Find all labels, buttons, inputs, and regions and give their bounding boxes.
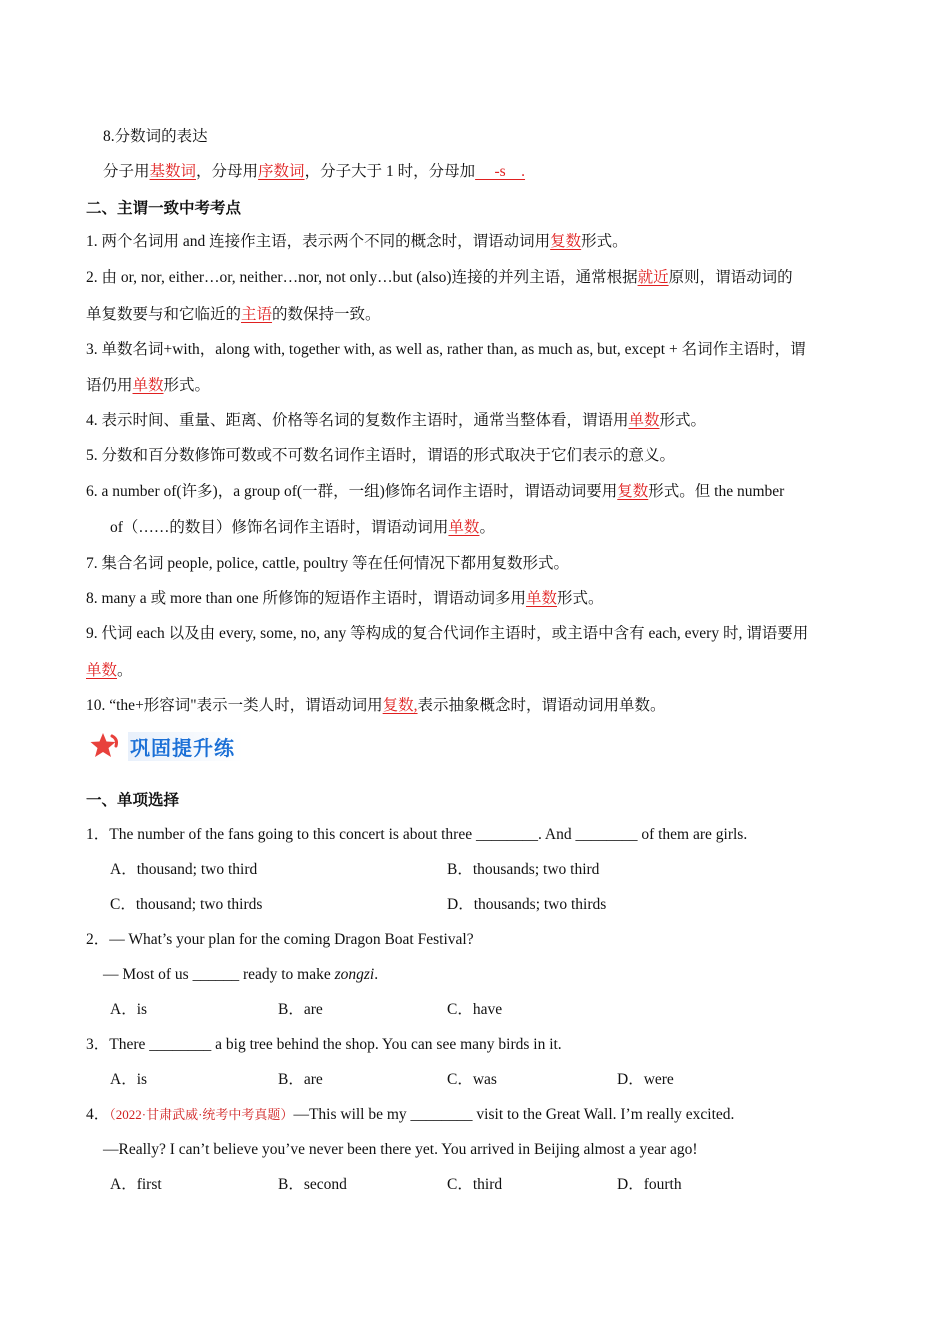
rule-text: 6. a number of(许多)，a group of(一群，一组)修饰名词作主语时，谓语动词要用 bbox=[86, 483, 618, 500]
fraction-answer-1: 基数词 bbox=[149, 163, 197, 180]
question-1-stem: 1．The number of the fans going to this concert is about three ________. And ________ of them are girls. bbox=[86, 826, 748, 843]
practice-banner bbox=[88, 730, 258, 762]
q2-option-c[interactable]: C．have bbox=[447, 1001, 503, 1018]
fraction-answer-3: -s . bbox=[475, 163, 526, 180]
fraction-text-3: ，分子大于 1 时，分母加 bbox=[304, 163, 476, 180]
q3-option-d[interactable]: D．were bbox=[617, 1071, 674, 1088]
question-4-stem bbox=[86, 1105, 864, 1125]
rule-text: 。 bbox=[117, 662, 133, 679]
rule-item bbox=[86, 661, 864, 681]
reply-text: . bbox=[374, 966, 379, 983]
rule-answer: 单数 bbox=[132, 377, 164, 394]
rule-text: 9. 代词 each 以及由 every, some, no, any 等构成的复合代词作主语时，或主语中含有 each, every 时, 谓语要用 bbox=[86, 625, 809, 642]
q1-option-d[interactable]: D．thousands; two thirds bbox=[447, 896, 607, 913]
rule-text: 10. “the+形容词"表示一类人时，谓语动词用 bbox=[86, 697, 383, 714]
rule-item bbox=[86, 624, 864, 644]
rule-text: 5. 分数和百分数修饰可数或不可数名词作主语时，谓语的形式取决于它们表示的意义。 bbox=[86, 447, 676, 464]
rule-text: 单复数要与和它临近的 bbox=[86, 306, 242, 323]
rule-text: 形式。 bbox=[581, 233, 628, 250]
fraction-rule bbox=[103, 162, 864, 182]
rule-answer: 就近 bbox=[637, 269, 669, 286]
rule-text: 8. many a 或 more than one 所修饰的短语作主语时，谓语动词多用 bbox=[86, 590, 526, 607]
rule-answer: 单数 bbox=[628, 412, 660, 429]
section2-heading: 二、主谓一致中考考点 bbox=[86, 200, 242, 217]
rule-text: 7. 集合名词 people, police, cattle, poultry 等在任何情况下都用复数形式。 bbox=[86, 555, 570, 572]
question-2-reply bbox=[103, 965, 864, 985]
rule-answer: 单数 bbox=[448, 519, 480, 536]
rule-item bbox=[86, 232, 864, 252]
rule-text: 形式。 bbox=[163, 377, 211, 394]
rule-text: 形式。 bbox=[659, 412, 707, 429]
reply-text: — Most of us ______ ready to make bbox=[103, 966, 335, 983]
rule-text: 形式。 bbox=[557, 590, 604, 607]
banner-title: 巩固提升练 bbox=[128, 732, 243, 761]
rule-item bbox=[86, 376, 864, 396]
question-3-stem: 3．There ________ a big tree behind the shop. You can see many birds in it. bbox=[86, 1036, 562, 1053]
rule-answer: 单数 bbox=[86, 662, 118, 679]
question-2-stem: 2．— What’s your plan for the coming Dragon Boat Festival? bbox=[86, 931, 474, 948]
q1-option-b[interactable]: B．thousands; two third bbox=[447, 861, 600, 878]
q3-option-a[interactable]: A．is bbox=[110, 1071, 148, 1088]
q1-option-c[interactable]: C．thousand; two thirds bbox=[110, 896, 263, 913]
rule-text: 4. 表示时间、重量、距离、价格等名词的复数作主语时，通常当整体看，谓语用 bbox=[86, 412, 629, 429]
q4-option-b[interactable]: B．second bbox=[278, 1176, 347, 1193]
rule-answer: 复数 bbox=[617, 483, 649, 500]
rule-text: 形式。但 the number bbox=[648, 483, 785, 500]
q4-option-c[interactable]: C．third bbox=[447, 1176, 503, 1193]
q2-option-a[interactable]: A．is bbox=[110, 1001, 148, 1018]
question-4-reply: —Really? I can’t believe you’ve never been there yet. You arrived in Beijing almost a year ago! bbox=[103, 1141, 698, 1158]
rule-answer: 复数 bbox=[550, 233, 582, 250]
rule-item bbox=[86, 340, 864, 360]
q4-option-a[interactable]: A．first bbox=[110, 1176, 162, 1193]
rule-text: 的数保持一致。 bbox=[272, 306, 381, 323]
q2-option-b[interactable]: B．are bbox=[278, 1001, 323, 1018]
rule-text: of（……的数目）修饰名词作主语时，谓语动词用 bbox=[110, 519, 449, 536]
q1-option-a[interactable]: A．thousand; two third bbox=[110, 861, 258, 878]
rule-text: 1. 两个名词用 and 连接作主语，表示两个不同的概念时，谓语动词用 bbox=[86, 233, 551, 250]
reply-emphasis: zongzi bbox=[334, 966, 375, 983]
rule-item bbox=[86, 554, 864, 574]
rule-item bbox=[86, 589, 864, 609]
rule-answer: 主语 bbox=[241, 306, 273, 323]
star-icon bbox=[90, 732, 120, 760]
rule-item bbox=[110, 518, 864, 538]
section3-heading: 一、单项选择 bbox=[86, 792, 180, 809]
fraction-heading: 8.分数词的表达 bbox=[103, 128, 208, 145]
question-number: 4． bbox=[86, 1106, 110, 1123]
rule-text: 原则，谓语动词的 bbox=[668, 269, 793, 286]
fraction-text-2: ，分母用 bbox=[196, 163, 259, 180]
rule-text: 2. 由 or, nor, either…or, neither…nor, not only…but (also)连接的并列主语，通常根据 bbox=[86, 269, 638, 286]
rule-answer: 复数, bbox=[382, 697, 418, 714]
rule-text: 3. 单数名词+with，along with, together with, as well as, rather than, as much as, but, except + 名词作主语时，谓 bbox=[86, 341, 806, 358]
rule-item bbox=[86, 305, 864, 325]
rule-item bbox=[86, 268, 864, 288]
fraction-text-1: 分子用 bbox=[103, 163, 150, 180]
rule-text: 表示抽象概念时，谓语动词用单数。 bbox=[417, 697, 666, 714]
q3-option-c[interactable]: C．was bbox=[447, 1071, 497, 1088]
rule-text: 语仍用 bbox=[86, 377, 133, 394]
rule-answer: 单数 bbox=[525, 590, 557, 607]
fraction-answer-2: 序数词 bbox=[258, 163, 305, 180]
source-citation: （2022·甘肃武威·统考中考真题） bbox=[109, 1107, 294, 1122]
q3-option-b[interactable]: B．are bbox=[278, 1071, 323, 1088]
rule-item bbox=[86, 446, 864, 466]
rule-item bbox=[86, 696, 864, 716]
rule-item bbox=[86, 482, 864, 502]
q4-option-d[interactable]: D．fourth bbox=[617, 1176, 682, 1193]
rule-text: 。 bbox=[479, 519, 495, 536]
rule-item bbox=[86, 411, 864, 431]
question-text: —This will be my ________ visit to the Great Wall. I’m really excited. bbox=[293, 1106, 735, 1123]
